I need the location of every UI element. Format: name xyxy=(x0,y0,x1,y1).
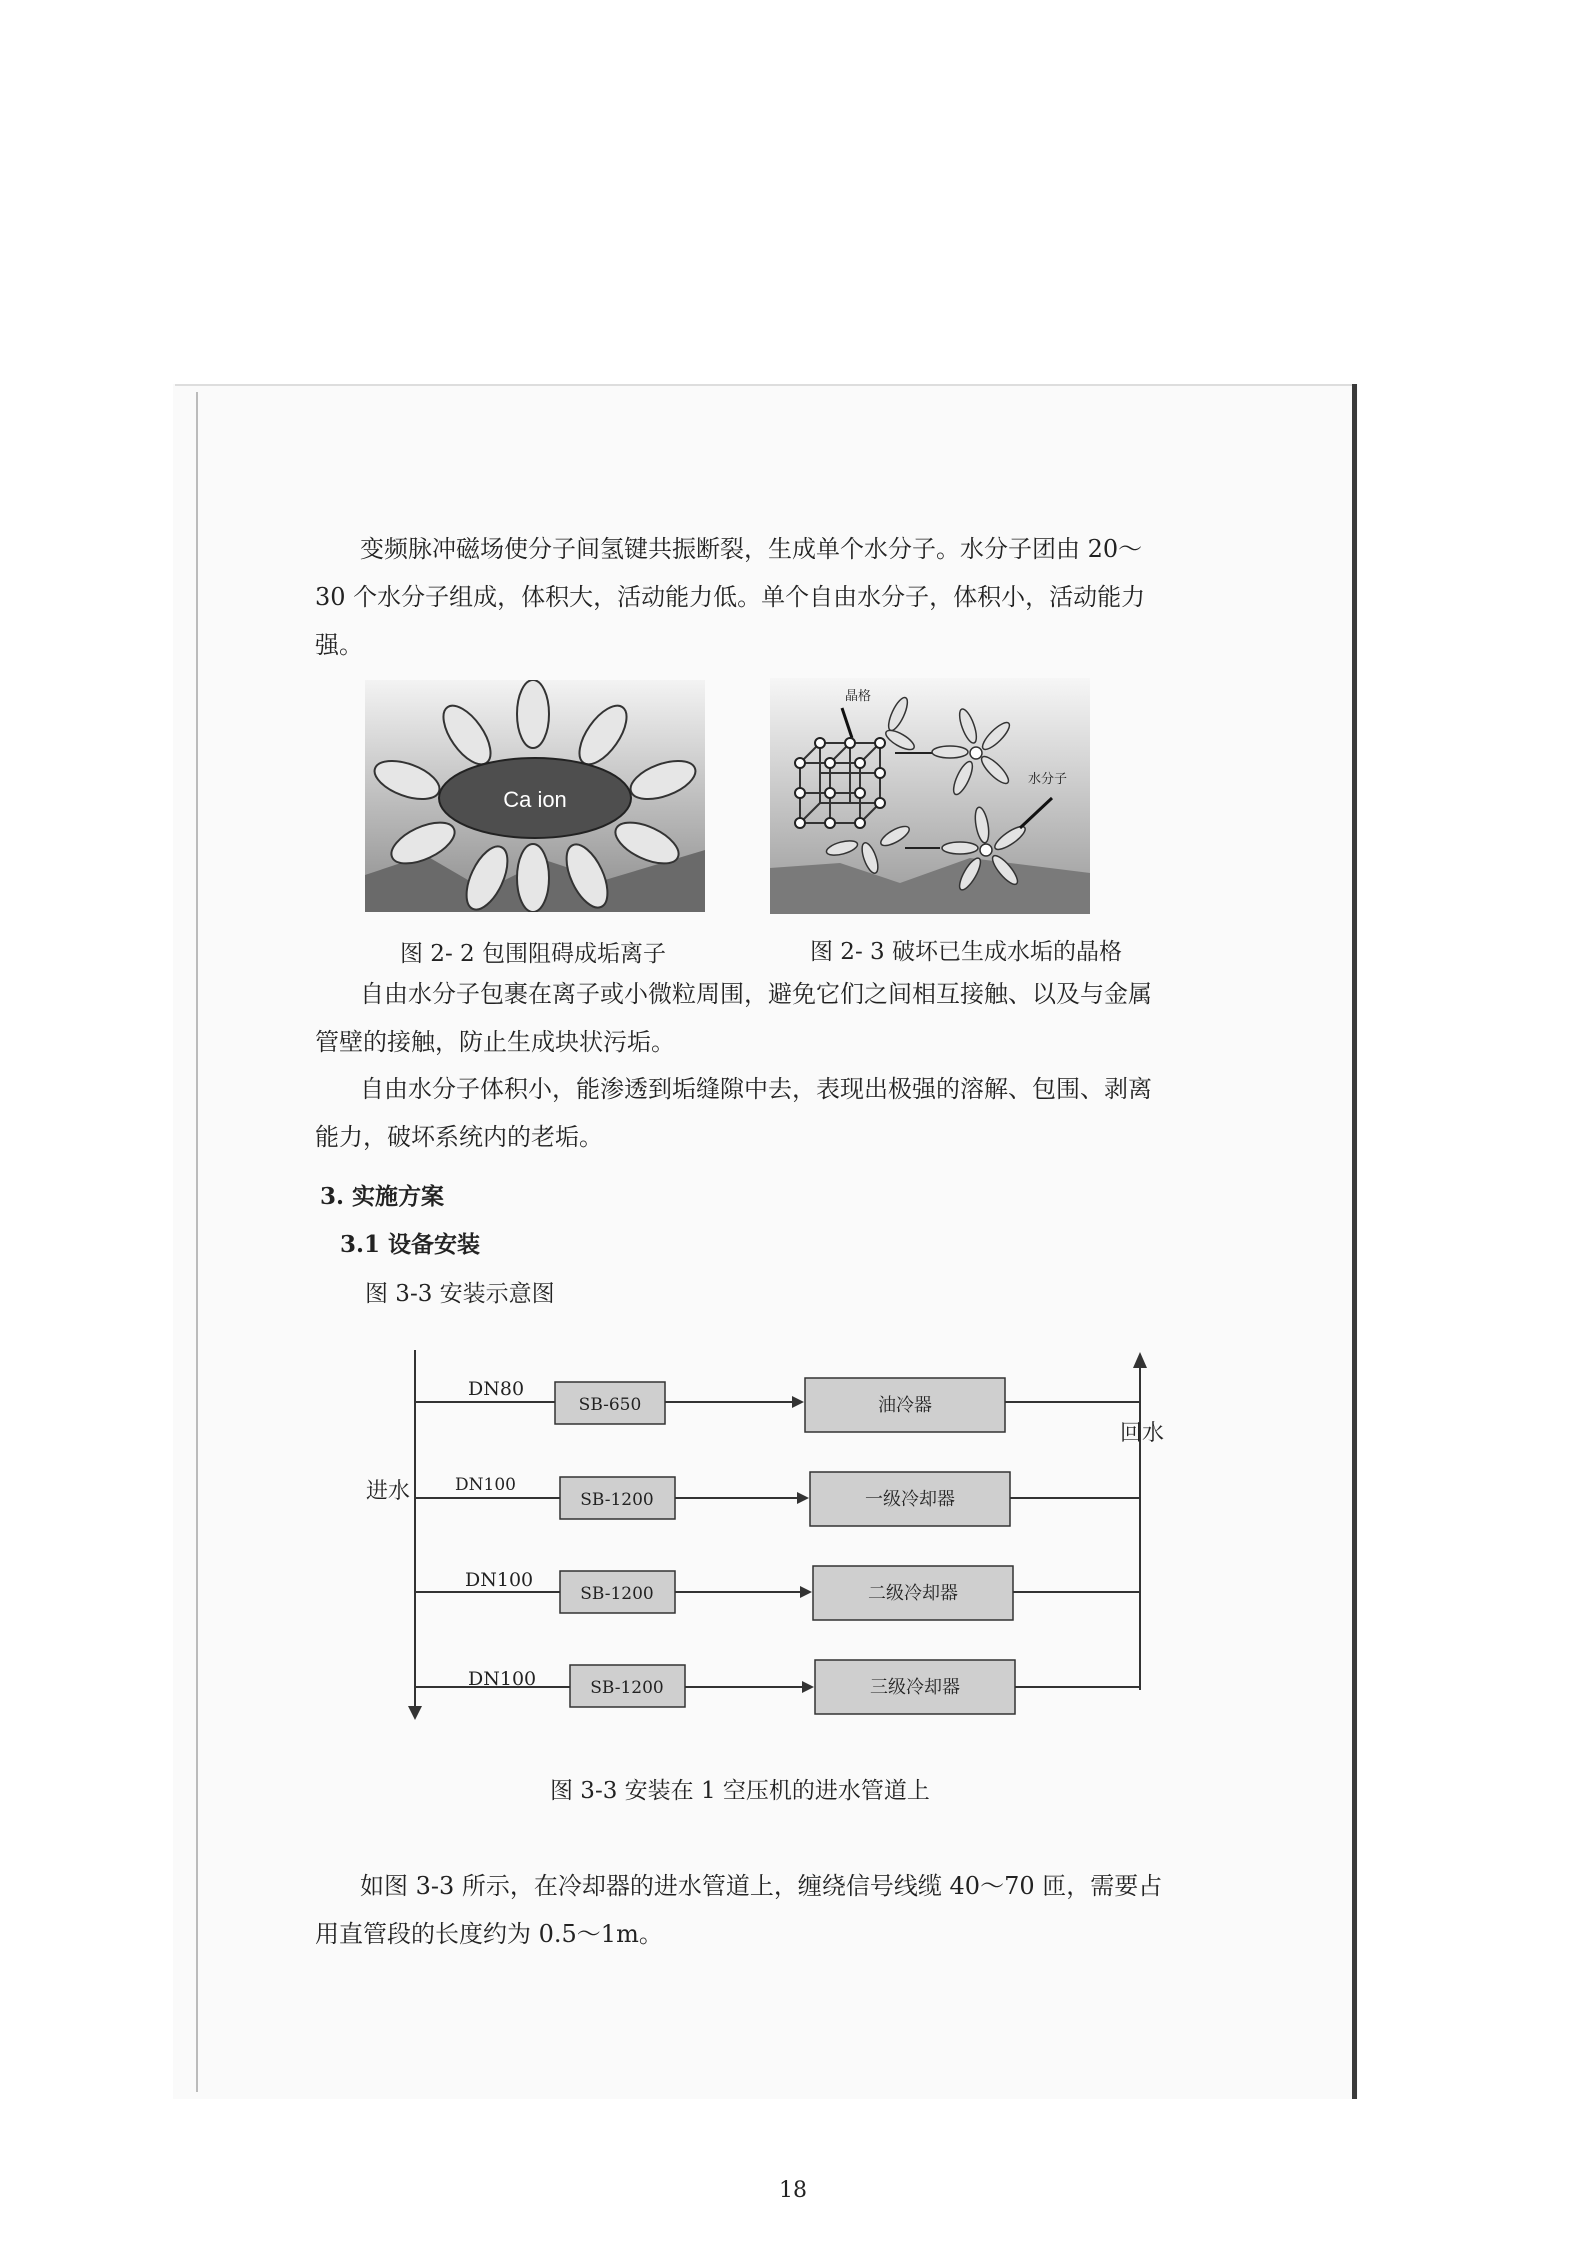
cooler-label: 油冷器 xyxy=(878,1395,932,1416)
text-line: 自由水分子包裹在离子或小微粒周围，避免它们之间相互接触、以及与金属 xyxy=(360,980,1152,1008)
figure-2-2-illustration xyxy=(365,680,705,912)
device-label: SB-1200 xyxy=(580,1490,654,1510)
pipe-size-label: DN100 xyxy=(455,1475,516,1495)
pipe-size-label: DN80 xyxy=(468,1378,525,1400)
pipe-size-label: DN100 xyxy=(465,1569,534,1591)
figure-2-3-caption: 图 2- 3 破坏已生成水垢的晶格 xyxy=(810,939,1122,965)
diagram-row xyxy=(415,1472,1140,1526)
device-label: SB-1200 xyxy=(590,1678,664,1698)
paragraph-3 xyxy=(315,1065,1170,1161)
scan-edge-top xyxy=(175,384,1355,386)
text-line: 变频脉冲磁场使分子间氢键共振断裂，生成单个水分子。水分子团由 20～ xyxy=(360,535,1143,563)
scan-edge-right xyxy=(1352,384,1357,2099)
diagram-caption: 图 3-3 安装在 1 空压机的进水管道上 xyxy=(550,1778,930,1804)
inlet-label: 进水 xyxy=(366,1479,411,1504)
paragraph-1 xyxy=(315,525,1170,669)
text-line: 能力，破坏系统内的老垢。 xyxy=(315,1123,603,1151)
pipe-size-label: DN100 xyxy=(468,1668,537,1690)
ion-label: Ca ion xyxy=(503,787,567,812)
paragraph-4 xyxy=(315,1862,1170,1958)
diagram-row xyxy=(415,1660,1140,1714)
figure-reference: 图 3-3 安装示意图 xyxy=(365,1281,555,1307)
text-line: 管壁的接触，防止生成块状污垢。 xyxy=(315,1028,675,1056)
installation-diagram xyxy=(360,1340,1180,1730)
text-line: 自由水分子体积小，能渗透到垢缝隙中去，表现出极强的溶解、包围、剥离 xyxy=(360,1075,1152,1103)
paragraph-2 xyxy=(315,970,1170,1066)
diagram-row xyxy=(415,1566,1140,1620)
cooler-label: 一级冷却器 xyxy=(865,1489,955,1510)
text-line: 用直管段的长度约为 0.5～1m。 xyxy=(315,1920,663,1948)
cooler-label: 二级冷却器 xyxy=(868,1583,958,1604)
scan-edge-left xyxy=(196,392,198,2092)
text-line: 强。 xyxy=(315,631,363,659)
cooler-label: 三级冷却器 xyxy=(870,1677,960,1698)
return-label: 回水 xyxy=(1120,1421,1165,1446)
device-label: SB-650 xyxy=(578,1395,642,1415)
lattice-label: 晶格 xyxy=(845,688,872,703)
water-label: 水分子 xyxy=(1028,771,1068,786)
text-line: 如图 3-3 所示，在冷却器的进水管道上，缠绕信号线缆 40～70 匝，需要占 xyxy=(360,1872,1163,1900)
page-number: 18 xyxy=(779,2178,807,2203)
text-line: 30 个水分子组成，体积大，活动能力低。单个自由水分子，体积小，活动能力 xyxy=(315,583,1146,611)
subsection-heading: 3.1 设备安装 xyxy=(340,1231,481,1258)
diagram-row xyxy=(415,1378,1140,1432)
device-label: SB-1200 xyxy=(580,1584,654,1604)
figure-2-2-caption: 图 2- 2 包围阻碍成垢离子 xyxy=(400,941,666,967)
section-heading: 3. 实施方案 xyxy=(320,1183,445,1210)
figure-2-3-illustration xyxy=(770,678,1090,914)
